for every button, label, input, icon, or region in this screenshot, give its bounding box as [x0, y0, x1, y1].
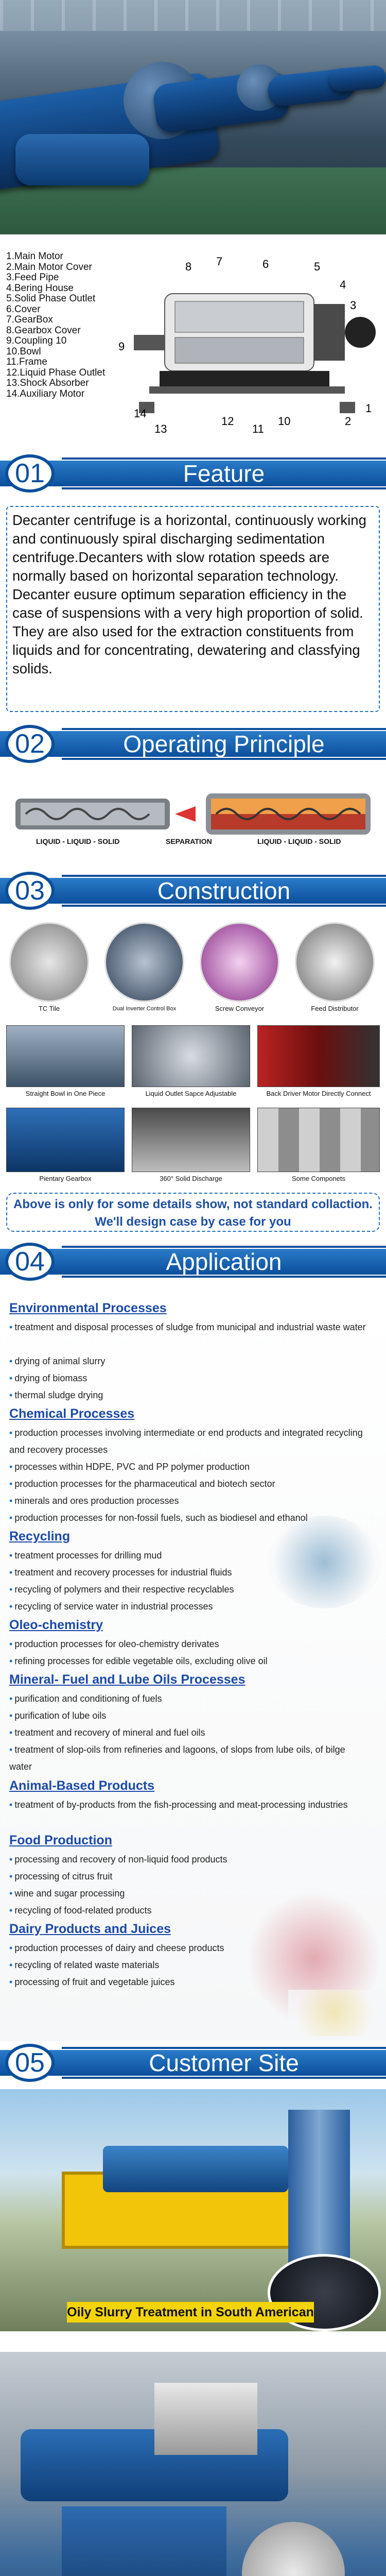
solid-discharge-photo [132, 1108, 250, 1172]
construction-label: TC Tile [38, 1005, 60, 1012]
fruit-juice-site-photo [0, 2352, 386, 2576]
construction-label: Some Componets [291, 1175, 346, 1182]
app-item: • production processes for the pharmaceutical and biotech sector [9, 1479, 275, 1489]
app-item: • treatment and recovery of mineral and fuel oils [9, 1727, 205, 1738]
app-item: • thermal sludge drying [9, 1390, 103, 1400]
construction-label: Feed Distributor [311, 1005, 359, 1012]
app-item: • production processes of dairy and cheese products [9, 1943, 224, 1953]
app-heading-mineral: Mineral- Fuel and Lube Oils Processes [9, 1672, 245, 1687]
callout-10: 10 [278, 415, 291, 428]
section-number: 05 [15, 2048, 45, 2078]
part-item: 1.Main Motor [6, 251, 63, 262]
construction-label: Dual Inverter Control Box [112, 1006, 177, 1012]
section-title: Customer Site [149, 2049, 299, 2076]
tc-tile-photo [9, 922, 89, 1002]
app-item: • minerals and ores production processes [9, 1496, 179, 1506]
principle-label-right: LIQUID - LIQUID - SOLID [257, 837, 341, 845]
app-item: • recycling of related waste materials [9, 1960, 160, 1970]
back-driver-motor-photo [257, 1025, 380, 1087]
section-header-application [0, 1242, 386, 1282]
app-item: • drying of biomass [9, 1373, 87, 1383]
construction-label: Liquid Outlet Sapce Adjustable [145, 1090, 237, 1097]
part-item: 7.GearBox [6, 314, 53, 325]
callout-13: 13 [154, 422, 167, 435]
construction-label: Back Driver Motor Directly Connect [266, 1090, 371, 1097]
app-item: • production processes for oleo-chemistry derivates [9, 1639, 219, 1649]
principle-label-mid: SEPARATION [166, 837, 212, 845]
app-item: • recycling of service water in industrial processes [9, 1601, 213, 1612]
part-item: 14.Auxiliary Motor [6, 388, 85, 399]
part-item: 5.Solid Phase Outlet [6, 293, 96, 304]
section-header-construction [0, 871, 386, 911]
part-item: 12.Liquid Phase Outlet [6, 367, 106, 378]
callout-9: 9 [118, 340, 125, 353]
app-item: • drying of animal slurry [9, 1356, 106, 1366]
app-heading-chemical: Chemical Processes [9, 1406, 135, 1421]
construction-label: 360° Solid Discharge [160, 1175, 222, 1182]
app-item: • processing of fruit and vegetable juices [9, 1977, 175, 1987]
part-item: 8.Gearbox Cover [6, 325, 81, 336]
app-item: • treatment and recovery processes for industrial fluids [9, 1567, 232, 1578]
app-heading-animal: Animal-Based Products [9, 1778, 155, 1793]
part-item: 11.Frame [6, 357, 47, 367]
section-number: 04 [15, 1247, 45, 1277]
feature-text: Decanter centrifuge is a horizontal, continuously working and continuously spiral discharging sedimentation centrifuge.Decanters with slow rotation speeds are normally based on horizontal separation technology. Decanter eusure optimum separation efficiency in the case of suspensions with a very high proportion of solid. They are also used for the extraction constituents from liquids and for concentrating, dewatering and classfying solids. [6, 506, 380, 712]
app-item: • recycling of polymers and their respective recyclables [9, 1584, 234, 1595]
app-item: • processing of citrus fruit [9, 1871, 113, 1882]
part-item: 9.Coupling 10 [6, 335, 67, 346]
hero-factory-photo [0, 0, 386, 234]
callout-7: 7 [216, 255, 223, 268]
section-number: 01 [15, 459, 45, 488]
callout-12: 12 [221, 415, 234, 428]
parts-list [6, 251, 135, 399]
section-header-principle [0, 724, 386, 764]
straight-bowl-photo [6, 1025, 125, 1087]
section-title: Application [166, 1248, 282, 1275]
app-item: • production processes involving intermediate or end products and integrated recycling and recovery processes [9, 1428, 363, 1455]
callout-5: 5 [314, 260, 321, 273]
part-item: 4.Bering House [6, 282, 74, 294]
section-title: Construction [157, 877, 291, 904]
decanter-cutaway-diagram [118, 247, 381, 438]
construction-label: Screw Conveyor [215, 1005, 265, 1012]
screw-conveyor-photo [200, 922, 279, 1002]
section-title: Operating Principle [123, 731, 325, 757]
callout-4: 4 [340, 278, 346, 291]
app-item: • treatment of slop-oils from refineries and lagoons, of slops from lube oils, of bilge water [9, 1744, 345, 1772]
app-item: • processing and recovery of non-liquid food products [9, 1854, 227, 1865]
section-header-customer-site [0, 2043, 386, 2083]
some-components-photo [257, 1108, 380, 1172]
app-heading-environmental: Environmental Processes [9, 1301, 167, 1315]
part-item: 10.Bowl [6, 346, 41, 357]
section-number: 03 [15, 876, 45, 906]
callout-2: 2 [345, 415, 352, 428]
app-heading-recycling: Recycling [9, 1529, 71, 1544]
section-number: 02 [15, 729, 45, 759]
customization-notice [6, 1193, 380, 1232]
planetary-gearbox-photo [6, 1108, 125, 1172]
app-item: • treatment and disposal processes of sludge from municipal and industrial waste water [9, 1322, 366, 1332]
section-header-feature [0, 453, 386, 494]
app-heading-dairy: Dairy Products and Juices [9, 1922, 171, 1936]
app-item: • treatment of by-products from the fish-processing and meat-processing industries [9, 1800, 348, 1810]
callout-8: 8 [185, 260, 192, 273]
section-title: Feature [183, 460, 265, 487]
callout-1: 1 [365, 402, 372, 415]
app-heading-oleo: Oleo-chemistry [9, 1618, 103, 1632]
part-item: 6.Cover [6, 303, 41, 315]
operating-principle-diagram [0, 773, 386, 871]
construction-label: Straight Bowl in One Piece [25, 1090, 106, 1097]
app-item: • recycling of food-related products [9, 1905, 152, 1916]
construction-label: Pientary Gearbox [39, 1175, 92, 1182]
app-item: • treatment processes for drilling mud [9, 1550, 162, 1561]
customer-caption-1: Oily Slurry Treatment in South American [67, 2302, 314, 2323]
app-item: • wine and sugar processing [9, 1888, 125, 1899]
app-item: • refining processes for edible vegetable oils, excluding olive oil [9, 1656, 268, 1666]
notice-line-2: We'll design case by case for you [95, 1215, 291, 1229]
liquid-outlet-photo [132, 1025, 250, 1087]
feed-distributor-photo [295, 922, 375, 1002]
callout-14: 14 [134, 407, 147, 420]
callout-3: 3 [350, 299, 357, 312]
control-box-photo [104, 922, 184, 1002]
app-item: • purification and conditioning of fuels [9, 1693, 162, 1704]
principle-label-left: LIQUID - LIQUID - SOLID [36, 837, 120, 845]
notice-line-1: Above is only for some details show, not standard collaction. [13, 1197, 373, 1211]
part-item: 3.Feed Pipe [6, 272, 59, 283]
app-heading-food: Food Production [9, 1833, 112, 1848]
callout-11: 11 [252, 422, 264, 435]
oily-slurry-site-photo [0, 2089, 386, 2331]
part-item: 13.Shock Absorber [6, 378, 89, 388]
app-item: • processes within HDPE, PVC and PP polymer production [9, 1462, 250, 1472]
part-item: 2.Main Motor Cover [6, 261, 92, 273]
callout-6: 6 [262, 258, 269, 270]
app-item: • production processes for non-fossil fuels, such as biodiesel and ethanol [9, 1513, 308, 1523]
app-item: • purification of lube oils [9, 1710, 107, 1721]
